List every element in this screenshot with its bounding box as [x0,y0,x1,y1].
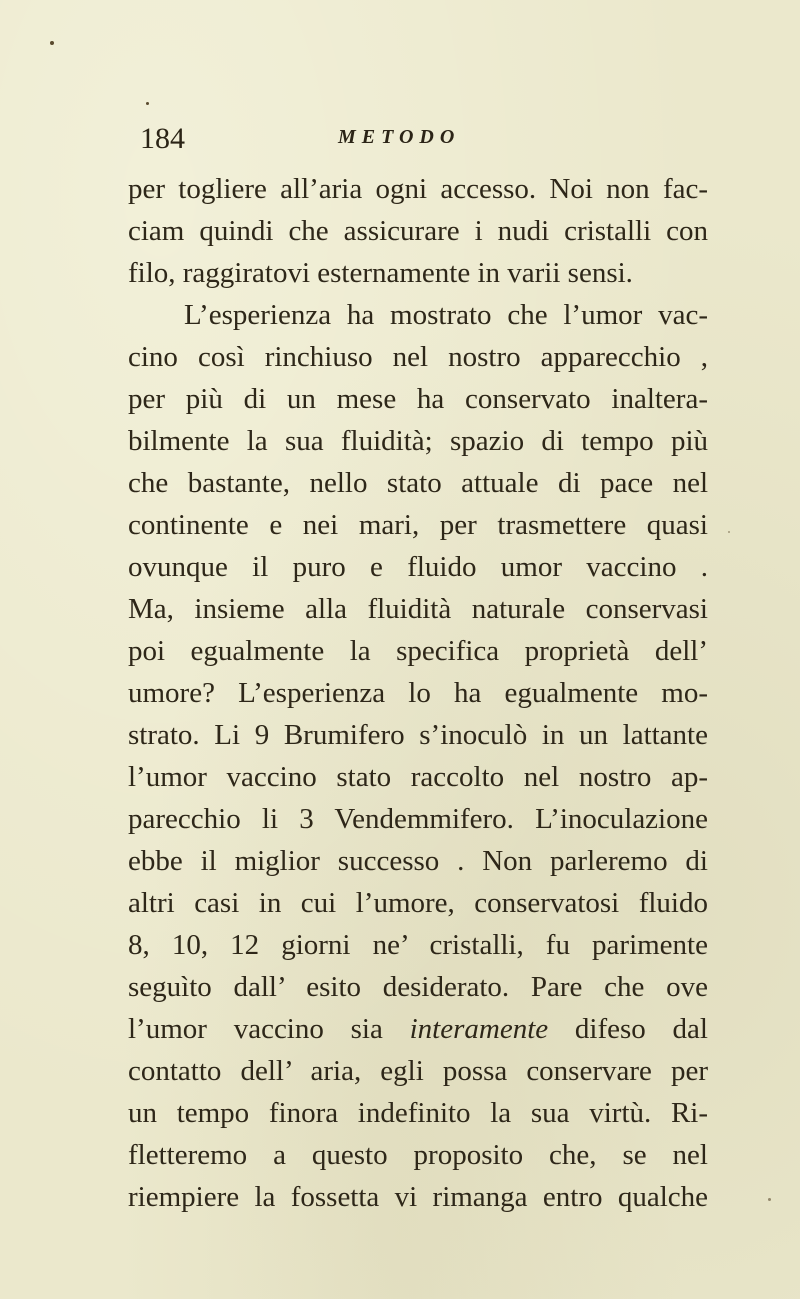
text-line: filo, raggiratovi esternamente in varii sensi. [128,257,633,289]
text-line: Ma, insieme alla fluidità naturale conservasi [128,593,708,625]
text-line: riempiere la fossetta vi rimanga entro qualche [128,1181,708,1213]
italic-emphasis: interamente [409,1013,549,1045]
text-line: 8, 10, 12 giorni ne’ cristalli, fu parimente [128,929,708,961]
text-segment: difeso dal [548,1013,708,1045]
text-line: cino così rinchiuso nel nostro apparecchio , [128,341,708,373]
body-text [128,168,708,1218]
running-head [140,122,700,162]
text-line: continente e nei mari, per trasmettere quasi [128,509,708,541]
text-line: poi egualmente la specifica proprietà dell’ [128,635,708,667]
text-line: un tempo finora indefinito la sua virtù. Ri- [128,1097,708,1129]
text-line: contatto dell’ aria, egli possa conservare per [128,1055,708,1087]
text-line: seguìto dall’ esito desiderato. Pare che ove [128,971,708,1003]
paper-speck [768,1198,771,1201]
paper-speck [146,102,149,105]
text-line: l’umor vaccino stato raccolto nel nostro ap- [128,761,708,793]
page-number: 184 [140,122,185,155]
text-segment: l’umor vaccino sia [128,1013,410,1045]
paragraph-start-line: L’esperienza ha mostrato che l’umor vac- [184,299,708,331]
text-line: ebbe il miglior successo . Non parleremo di [128,845,708,877]
text-line: umore? L’esperienza lo ha egualmente mo- [128,677,708,709]
running-title: METODO [338,126,461,148]
text-line: altri casi in cui l’umore, conservatosi fluido [128,887,708,919]
paper-speck [728,531,730,533]
text-line: ovunque il puro e fluido umor vaccino . [128,551,708,583]
text-line: che bastante, nello stato attuale di pace nel [128,467,708,499]
paper-speck [50,41,54,45]
text-line: per più di un mese ha conservato inaltera- [128,383,708,415]
text-line: fletteremo a questo proposito che, se nel [128,1139,708,1171]
text-line: bilmente la sua fluidità; spazio di tempo più [128,425,708,457]
text-line: ciam quindi che assicurare i nudi cristalli con [128,215,708,247]
text-line: parecchio li 3 Vendemmifero. L’inoculazione [128,803,708,835]
text-line-with-emphasis [128,1008,708,1050]
text-line: strato. Li 9 Brumifero s’inoculò in un lattante [128,719,708,751]
text-line: per togliere all’aria ogni accesso. Noi non fac- [128,173,708,205]
